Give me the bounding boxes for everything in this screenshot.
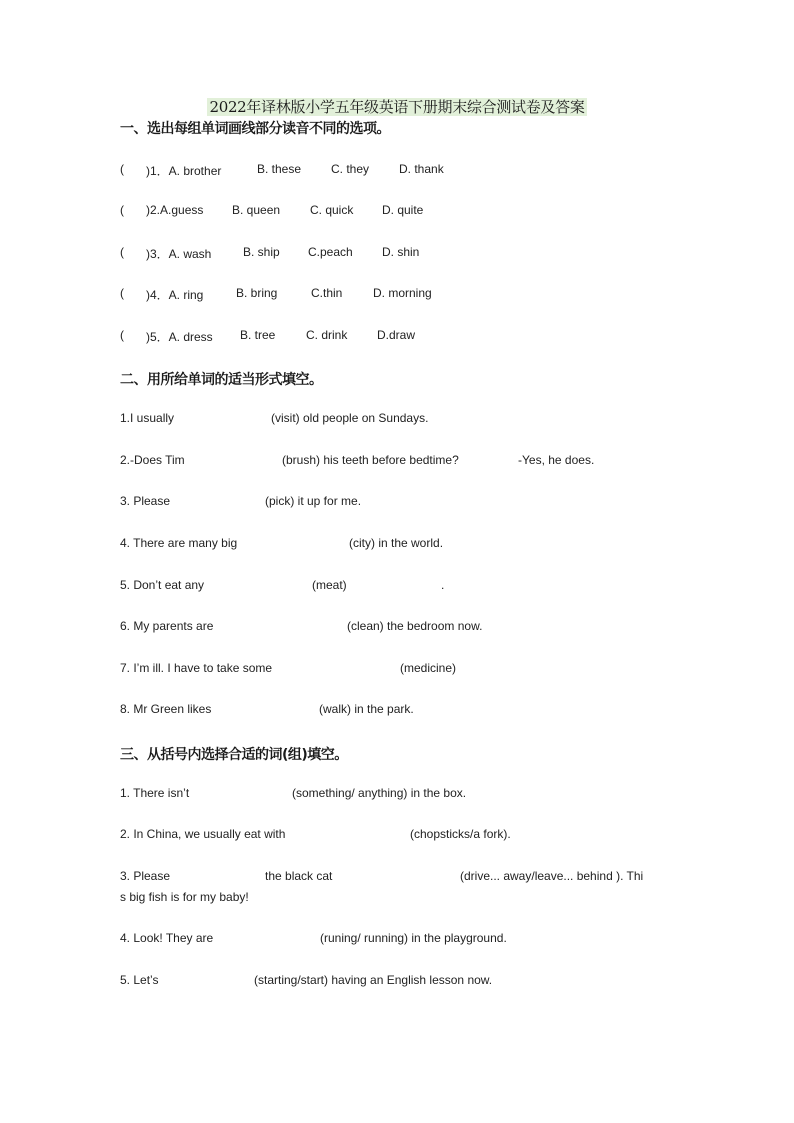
option-a: )5．A. dress xyxy=(146,330,213,344)
sentence-start: 8. Mr Green likes xyxy=(120,702,212,716)
sentence-start: 5. Don’t eat any xyxy=(120,578,205,592)
sentence-start: 6. My parents are xyxy=(120,619,214,633)
document-title-line xyxy=(0,96,794,117)
document-title: 2022年译林版小学五年级英语下册期末综合测试卷及答案 xyxy=(209,98,585,116)
sentence-hint: (walk) in the park. xyxy=(319,702,414,716)
option-d: D. morning xyxy=(373,286,432,300)
sentence-continuation: s big fish is for my baby! xyxy=(120,890,249,904)
sentence-start: 4. There are many big xyxy=(120,536,238,550)
sentence-hint: (pick) it up for me. xyxy=(265,494,362,508)
option-c: C. quick xyxy=(310,203,354,217)
option-c: C.peach xyxy=(308,245,353,259)
option-d: D. quite xyxy=(382,203,424,217)
answer-blank-paren: ( xyxy=(120,203,124,217)
sentence-start: 7. I’m ill. I have to take some xyxy=(120,661,273,675)
sentence-hint: (visit) old people on Sundays. xyxy=(271,411,429,425)
answer-blank-paren: ( xyxy=(120,245,124,259)
sentence-middle: the black cat xyxy=(265,869,333,883)
sentence-start: 5. Let’s xyxy=(120,973,159,987)
option-d: D. thank xyxy=(399,162,444,176)
sentence-hint: (brush) his teeth before bedtime? xyxy=(282,453,459,467)
sentence-hint: (meat) xyxy=(312,578,347,592)
sentence-answer: -Yes, he does. xyxy=(518,453,595,467)
option-c: C. drink xyxy=(306,328,348,342)
answer-blank-paren: ( xyxy=(120,328,124,342)
option-b: B. bring xyxy=(236,286,278,300)
sentence-start: 2.-Does Tim xyxy=(120,453,185,467)
answer-blank-paren: ( xyxy=(120,162,124,176)
option-d: D.draw xyxy=(377,328,416,342)
sentence-options: (starting/start) having an English lesson now. xyxy=(254,973,493,987)
section-2-heading: 二、用所给单词的适当形式填空。 xyxy=(120,372,323,388)
option-a: )2.A.guess xyxy=(146,203,204,217)
answer-blank-paren: ( xyxy=(120,286,124,300)
sentence-start: 2. In China, we usually eat with xyxy=(120,827,286,841)
option-b: B. these xyxy=(257,162,302,176)
sentence-options: (runing/ running) in the playground. xyxy=(320,931,507,945)
sentence-options: (drive... away/leave... behind ). Thi xyxy=(460,869,644,883)
sentence-hint: (medicine) xyxy=(400,661,457,675)
option-c: C. they xyxy=(331,162,370,176)
section-3-heading: 三、从括号内选择合适的词(组)填空。 xyxy=(120,747,348,763)
section-1-heading: 一、选出每组单词画线部分读音不同的选项。 xyxy=(120,121,390,137)
sentence-options: (something/ anything) in the box. xyxy=(292,786,467,800)
option-b: B. queen xyxy=(232,203,281,217)
sentence-start: 1.I usually xyxy=(120,411,175,425)
sentence-options: (chopsticks/a fork). xyxy=(410,827,511,841)
sentence-start: 1. There isn’t xyxy=(120,786,190,800)
sentence-hint: (city) in the world. xyxy=(349,536,444,550)
sentence-hint: (clean) the bedroom now. xyxy=(347,619,483,633)
sentence-start: 4. Look! They are xyxy=(120,931,214,945)
sentence-start: 3. Please xyxy=(120,494,171,508)
option-b: B. tree xyxy=(240,328,276,342)
option-c: C.thin xyxy=(311,286,343,300)
option-b: B. ship xyxy=(243,245,280,259)
option-a: )3．A. wash xyxy=(146,247,212,261)
option-a: )4．A. ring xyxy=(146,288,204,302)
option-a: )1．A. brother xyxy=(146,164,222,178)
sentence-end: . xyxy=(441,578,445,592)
sentence-start: 3. Please xyxy=(120,869,171,883)
option-d: D. shin xyxy=(382,245,420,259)
